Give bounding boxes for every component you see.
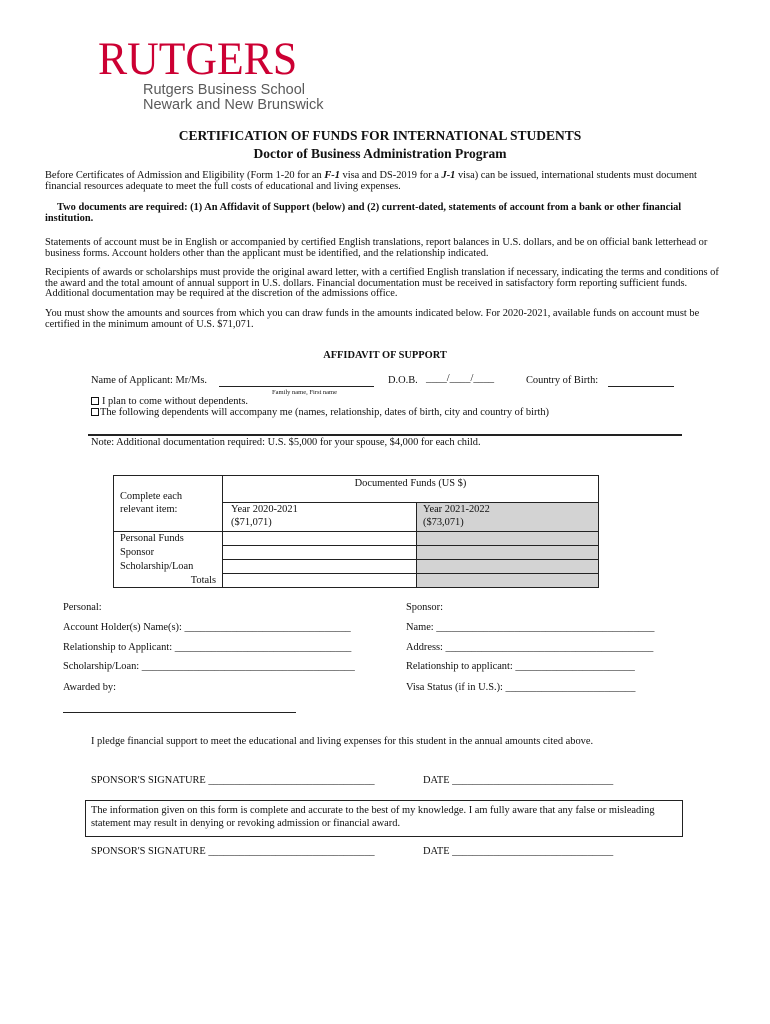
- sponsor-relationship-field[interactable]: Relationship to applicant: _______________________: [406, 661, 635, 672]
- country-of-birth-label: Country of Birth:: [526, 375, 599, 386]
- form-title: CERTIFICATION OF FUNDS FOR INTERNATIONAL STUDENTS: [178, 128, 582, 143]
- intro-paragraph-3: Statements of account must be in English or accompanied by certified English translations, report balances in U.S. dollars, and be on official bank letterhead or business forms. Account holders other than the applicant must be identified, and the relationship indicated.: [45, 237, 708, 259]
- row-label-personal-funds: Personal Funds: [114, 532, 223, 546]
- scholarship-loan-field[interactable]: Scholarship/Loan: _________________________________________: [63, 661, 355, 672]
- scholarship-year1[interactable]: [223, 560, 417, 574]
- totals-year2[interactable]: [417, 574, 599, 588]
- certification-notice: The information given on this form is complete and accurate to the best of my knowledge. I am fully aware that any false or misleading statement may result in denying or revoking admission or financial award.: [85, 800, 683, 837]
- visa-status-field[interactable]: Visa Status (if in U.S.): _________________________: [406, 682, 636, 693]
- sponsor-signature-2[interactable]: SPONSOR'S SIGNATURE ________________________________: [91, 846, 375, 857]
- dependents-line[interactable]: [88, 434, 682, 436]
- checkbox-with-dependents[interactable]: [91, 408, 99, 416]
- applicant-name-hint: Family name, First name: [272, 389, 337, 396]
- school-name-line1: Rutgers Business School: [143, 82, 305, 98]
- date-field-2[interactable]: DATE _______________________________: [423, 846, 614, 857]
- row-label-sponsor: Sponsor: [114, 546, 223, 560]
- date-field-1[interactable]: DATE _______________________________: [423, 775, 614, 786]
- affidavit-heading: AFFIDAVIT OF SUPPORT: [323, 350, 447, 361]
- year1-header: Year 2020-2021 ($71,071): [223, 503, 417, 532]
- sponsor-name-field[interactable]: Name: __________________________________________: [406, 622, 655, 633]
- personal-funds-year2[interactable]: [417, 532, 599, 546]
- funds-header: Documented Funds (US $): [223, 476, 599, 503]
- relationship-field[interactable]: Relationship to Applicant: __________________________________: [63, 642, 352, 653]
- awarded-by-label: Awarded by:: [63, 682, 117, 693]
- checkbox-no-dependents[interactable]: [91, 397, 99, 405]
- additional-documentation-note: Note: Additional documentation required: U.S. $5,000 for your spouse, $4,000 for each child.: [91, 437, 481, 448]
- totals-year1[interactable]: [223, 574, 417, 588]
- documented-funds-table: [113, 475, 599, 588]
- sponsor-label: Sponsor:: [406, 602, 443, 613]
- sponsor-address-field[interactable]: Address: ________________________________________: [406, 642, 654, 653]
- country-of-birth-field[interactable]: [608, 374, 674, 387]
- account-holder-field[interactable]: Account Holder(s) Name(s): ________________________________: [63, 622, 351, 633]
- row-label-totals: Totals: [114, 574, 223, 588]
- applicant-name-field[interactable]: [219, 374, 374, 387]
- intro-paragraph-4: Recipients of awards or scholarships must provide the original award letter, with a certified English translation if necessary, indicating the terms and conditions of the award and the total amount of annual support in U.S. dollars. Financial documentation must be received in satisfactory form reporting sufficient funds. Additional documentation may be required at the discretion of the admissions office.: [45, 267, 719, 300]
- dob-field[interactable]: ____/____/____: [426, 373, 495, 384]
- rutgers-logo: RUTGERS: [98, 33, 298, 85]
- awarded-by-field[interactable]: [63, 700, 296, 713]
- dob-label: D.O.B.: [388, 375, 418, 386]
- option-no-dependents[interactable]: I plan to come without dependents.: [91, 396, 248, 407]
- sponsor-year2[interactable]: [417, 546, 599, 560]
- school-name-line2: Newark and New Brunswick: [143, 97, 324, 113]
- year2-header: Year 2021-2022 ($73,071): [417, 503, 599, 532]
- row-label-scholarship-loan: Scholarship/Loan: [114, 560, 223, 574]
- personal-funds-year1[interactable]: [223, 532, 417, 546]
- intro-paragraph-2: Two documents are required: (1) An Affidavit of Support (below) and (2) current-dated, statements of account from a bank or other financial institution.: [45, 202, 682, 224]
- sponsor-signature-1[interactable]: SPONSOR'S SIGNATURE ________________________________: [91, 775, 375, 786]
- option-with-dependents[interactable]: The following dependents will accompany me (names, relationship, dates of birth, city and country of birth): [91, 407, 549, 418]
- intro-paragraph-1: Before Certificates of Admission and Eligibility (Form 1-20 for an F-1 visa and DS-2019 for a J-1 visa) can be issued, international students must document financial resources adequate to meet the full costs of educational and living expenses.: [45, 170, 697, 192]
- personal-label: Personal:: [63, 602, 102, 613]
- form-subtitle: Doctor of Business Administration Program: [253, 146, 507, 161]
- applicant-name-label: Name of Applicant: Mr/Ms.: [91, 375, 208, 386]
- sponsor-year1[interactable]: [223, 546, 417, 560]
- scholarship-year2[interactable]: [417, 560, 599, 574]
- intro-paragraph-5: You must show the amounts and sources from which you can draw funds in the amounts indicated below. For 2020-2021, available funds on account must be certified in the minimum amount of U.S. $71,071.: [45, 308, 700, 330]
- instruction-cell: Complete each relevant item:: [114, 476, 223, 532]
- pledge-statement: I pledge financial support to meet the educational and living expenses for this student in the annual amounts cited above.: [91, 736, 594, 747]
